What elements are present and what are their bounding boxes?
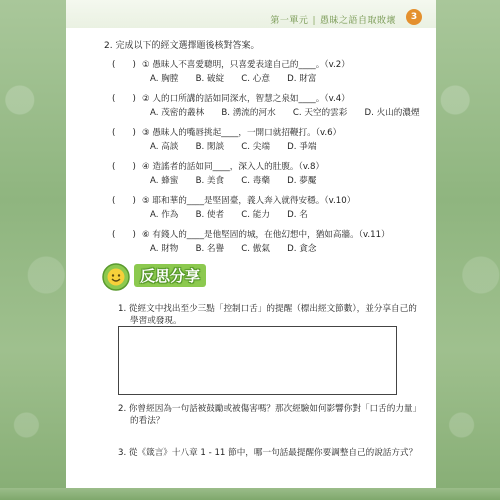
answer-paren[interactable]: ( ) [112,162,136,172]
answer-paren[interactable]: ( ) [112,94,136,104]
question-1-options: A. 胸膛 B. 破綻 C. 心意 D. 財富 [150,74,317,84]
question-stem: ⑤ 耶和華的____是堅固臺，義人奔入就得安穩。（v.10） [142,196,356,206]
header-unit: 第一單元 [270,16,309,26]
question-5-options: A. 作為 B. 使者 C. 能力 D. 名 [150,210,308,220]
question-3-options: A. 高談 B. 閑談 C. 尖端 D. 爭端 [150,142,317,152]
question-stem: ① 愚昧人不喜愛聰明，只喜愛表達自己的____。（v.2） [142,60,350,70]
page-number: 3 [410,12,418,22]
answer-paren[interactable]: ( ) [112,128,136,138]
answer-paren[interactable]: ( ) [112,60,136,70]
question-stem: ⑥ 有錢人的____是他堅固的城，在他幻想中，猶如高牆。（v.11） [142,230,390,240]
decorative-right-border [436,0,500,500]
question-2-options: A. 茂密的叢林 B. 湧流的河水 C. 天空的雲彩 D. 火山的濃煙 [150,108,420,118]
reflection-heading: 反思分享 [134,264,206,287]
header-subtitle: 愚昧之語自取敗壞 [319,16,396,26]
question-4 [112,160,324,172]
question-stem: ③ 愚昧人的嘴唇挑起____，一開口就招鞭打。（v.6） [142,128,342,138]
question-6 [112,228,390,240]
question-stem: ② 人的口所講的話如同深水，智慧之泉如____。（v.4） [142,94,350,104]
header-title: 第一單元 | 愚昧之語自取敗壞 [270,16,396,26]
answer-paren[interactable]: ( ) [112,196,136,206]
reflection-question-3: 3. 從《箴言》十八章 1 - 11 節中，哪一句話最提醒你要調整自己的說話方式？ [118,448,418,458]
question-3 [112,126,341,138]
page-number-badge [406,9,422,25]
question-stem: ④ 造謠者的話如同____，深入人的肚腹。（v.8） [142,162,325,172]
reflection-question-2-line2: 的看法？ [130,416,165,426]
answer-box[interactable] [118,326,397,395]
reflection-question-1-line2: 學習或發現。 [130,316,182,326]
decorative-bottom-border [0,488,500,500]
smiley-speech-icon [101,262,131,292]
reflection-question-2-line1: 2. 你曾經因為一句話被鼓勵或被傷害嗎？那次經驗如何影響你對「口舌的力量」 [118,404,422,414]
reflection-question-1-line1: 1. 從經文中找出至少三點「控制口舌」的提醒（標出經文節數），並分享自己的 [118,304,417,314]
answer-paren[interactable]: ( ) [112,230,136,240]
decorative-left-border [0,0,66,500]
instruction-text: 2. 完成以下的經文選擇題後核對答案。 [104,41,260,51]
question-1 [112,58,350,70]
question-2 [112,92,350,104]
question-6-options: A. 財物 B. 名譽 C. 傲氣 D. 貪念 [150,244,317,254]
question-5 [112,194,355,206]
question-4-options: A. 蜂蜜 B. 美食 C. 毒藥 D. 夢魘 [150,176,317,186]
